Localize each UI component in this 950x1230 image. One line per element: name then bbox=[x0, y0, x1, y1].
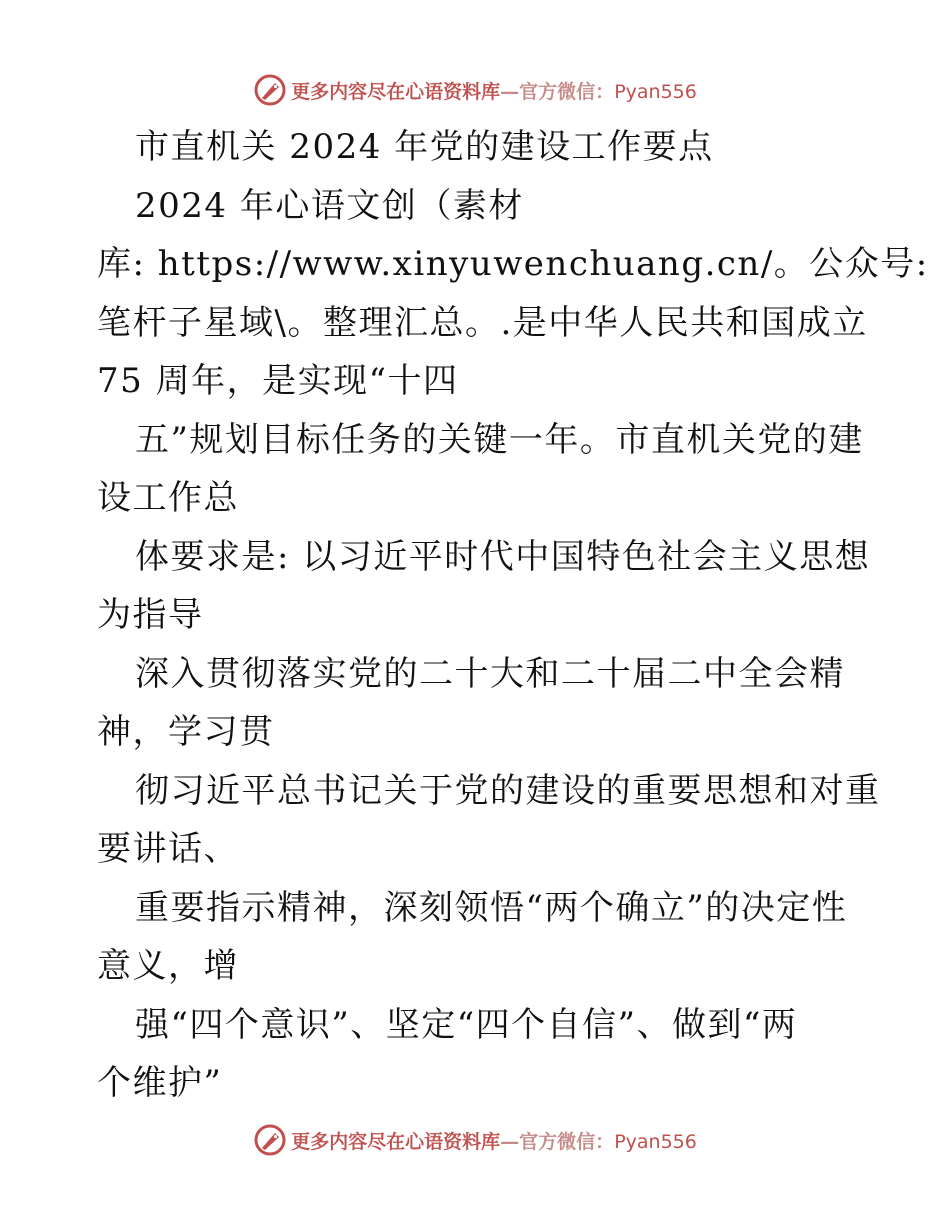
header-banner bbox=[0, 70, 950, 110]
pen-nib-logo-icon bbox=[253, 73, 287, 107]
footer-banner-sep: —官方微信： bbox=[500, 1130, 615, 1153]
footer-banner bbox=[0, 1120, 950, 1160]
paragraph-line: 笔杆子星域\。整理汇总。.是中华人民共和国成立 bbox=[97, 302, 868, 343]
paragraph-line: 要讲话、 bbox=[97, 829, 239, 869]
document-title: 市直机关 2024 年党的建设工作要点 bbox=[135, 127, 714, 167]
paragraph-line: 神，学习贯 bbox=[97, 712, 275, 752]
paragraph-line: 强“四个意识”、坚定“四个自信”、做到“两 bbox=[135, 1004, 798, 1045]
paragraph-line: 设工作总 bbox=[97, 478, 239, 518]
paragraph-line: 个维护” bbox=[97, 1063, 223, 1103]
header-banner-sep: —官方微信： bbox=[500, 80, 615, 103]
header-banner-id: Pyan556 bbox=[614, 80, 697, 103]
paragraph-line: 2024 年心语文创（素材 bbox=[135, 185, 524, 226]
paragraph-line: 深入贯彻落实党的二十大和二十届二中全会精 bbox=[135, 653, 845, 694]
paragraph-line: 体要求是: 以习近平时代中国特色社会主义思想 bbox=[135, 536, 871, 577]
header-banner-main: 更多内容尽在心语资料库 bbox=[291, 80, 501, 103]
paragraph-line: 为指导 bbox=[97, 595, 204, 635]
footer-banner-text bbox=[291, 1127, 697, 1154]
footer-banner-id: Pyan556 bbox=[614, 1130, 697, 1153]
paragraph-line: 意义，增 bbox=[97, 946, 239, 986]
paragraph-line: 彻习近平总书记关于党的建设的重要思想和对重 bbox=[135, 770, 881, 811]
paragraph-line: 库: https://www.xinyuwenchuang.cn/。公众号: bbox=[97, 244, 929, 284]
document-body bbox=[97, 118, 929, 1113]
header-banner-text bbox=[291, 77, 697, 104]
paragraph-line: 重要指示精神，深刻领悟“两个确立”的决定性 bbox=[135, 887, 848, 928]
paragraph-line: 75 周年，是实现“十四 bbox=[97, 361, 459, 401]
pen-nib-logo-icon bbox=[253, 1123, 287, 1157]
paragraph-line: 五”规划目标任务的关键一年。市直机关党的建 bbox=[135, 419, 864, 460]
footer-banner-main: 更多内容尽在心语资料库 bbox=[291, 1130, 501, 1153]
